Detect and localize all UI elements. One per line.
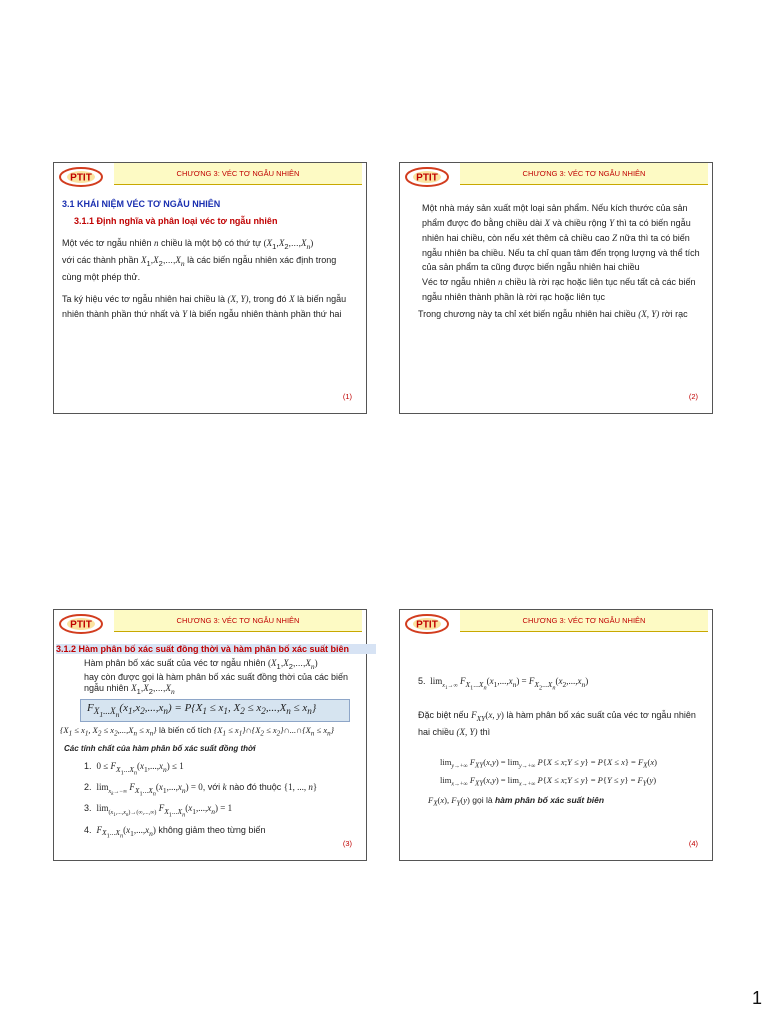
slide-title: CHƯƠNG 3: VÉC TƠ NGẪU NHIÊN bbox=[460, 163, 708, 185]
slide-number: (1) bbox=[342, 392, 352, 401]
ptit-logo-icon bbox=[58, 613, 104, 635]
marginal-x-formula: $\lim_{y\to+\infty} F_{XY}(x,y) = \lim_{y\to+\infty} P\{X$ ≤ x;Y ≤ $y\} = P\{X \le x\} = F_X(x)$ bbox=[440, 756, 657, 770]
event-product: {$X_1 \le x_1$, $X_2 \le x_2,...,X_n \le x_n$} là biến cố tích {$X_1$ ≤ $x_1\}\cap\{X_2$ ≤ $x_2\}\cap...\cap\{X_n \le x_n\}$ bbox=[60, 724, 335, 738]
slide-number: (3) bbox=[342, 839, 352, 848]
marginal-y-formula: $\lim_{x\to+\infty} F_{XY}(x,y) = \lim_{x\to+\infty} P\{X$ ≤ x;Y ≤ $y\} = P\{Y \le y\} = F_Y(y)$ bbox=[440, 775, 657, 789]
svg-text:PTIT: PTIT bbox=[70, 172, 92, 184]
properties-title: Các tính chất của hàm phân bố xác suất đồng thời bbox=[64, 743, 256, 753]
marginal-formulas bbox=[440, 754, 706, 792]
ptit-logo-icon bbox=[404, 613, 450, 635]
ptit-logo-icon bbox=[404, 166, 450, 188]
page-number: 1 bbox=[752, 988, 763, 1008]
slide-header bbox=[54, 610, 366, 635]
subsection-title: 3.1.1 Định nghĩa và phân loại véc tơ ngẫu nhiên bbox=[74, 215, 278, 226]
joint-cdf-formula: $F_{X_1...X_n}(x_1,x_2,...,x_n) = P\{X_1 \le x_1$, $X_2 \le x_2,...,X_n \le x_n$} bbox=[80, 699, 350, 722]
property-5: 5. $\lim_{x_1\to\infty} F_{X_1...X_n}(x_1,...,x_n) = F_{X_2...X_n}(x_2,...,x_n)$ bbox=[418, 676, 589, 692]
scope-paragraph: Trong chương này ta chỉ xét biến ngẫu nhiên hai chiều (X, Y) rời rạc bbox=[418, 308, 688, 319]
slide-3 bbox=[53, 609, 367, 861]
slide-header bbox=[400, 610, 712, 635]
slide-header bbox=[54, 163, 366, 188]
notation-paragraph: Ta ký hiệu véc tơ ngẫu nhiên hai chiều là (X, Y), trong đó X là biến ngẫu nhiên thành phần thứ nhất và Y là biến ngẫu nhiên thành phần thứ hai bbox=[62, 293, 347, 319]
example-paragraph: Một nhà máy sản xuất một loại sản phẩm. Nếu kích thước của sản phẩm được đo bằng chiều dài X và chiều rộng Y thì ta có biến ngẫu nhiên hai chiều, còn nếu xét thêm cả chiều cao Z nữa thì ta có biến ngẫu nhiên ba chiều. Nếu ta chỉ quan tâm đến trọng lượng và thể tích của sản phẩm ta cũng được biến ngẫu nhiên hai chiều bbox=[422, 203, 700, 273]
joint-cdf-definition: Hàm phân bố xác suất của véc tơ ngẫu nhiên $(X_1,X_2,...,X_n)$ hay còn được gọi là hàm phân bố xác suất đồng thời của các biến ngẫu nhiên $X_1,X_2,...,X_n$ bbox=[84, 658, 348, 697]
property-3: 3. $\lim_{(x_1,...,x_n)\to(\infty,...,\infty)} F_{X_1...X_n}(x_1,...,x_n) = 1$ bbox=[84, 803, 233, 819]
slide-1 bbox=[53, 162, 367, 414]
slide-title: CHƯƠNG 3: VÉC TƠ NGẪU NHIÊN bbox=[460, 610, 708, 632]
section-title: 3.1.2 Hàm phân bố xác suất đồng thời và hàm phân bố xác suất biên bbox=[56, 644, 376, 654]
svg-text:PTIT: PTIT bbox=[70, 619, 92, 631]
marginal-definition: $F_X(x)$, $F_Y(y)$ gọi là hàm phân bố xác suất biên bbox=[428, 795, 605, 808]
ptit-logo-icon bbox=[58, 166, 104, 188]
svg-text:PTIT: PTIT bbox=[416, 619, 438, 631]
slide-4 bbox=[399, 609, 713, 861]
two-dim-paragraph: Đặc biệt nếu $F_{XY}(x$, y) là hàm phân bố xác suất của véc tơ ngẫu nhiên hai chiều (X, Y) thì bbox=[418, 709, 696, 737]
property-2: 2. $\lim_{x_k\to-\infty} F_{X_1...X_n}(x_1,...,x_n) = 0$, với k nào đó thuộc {1, ..., n} bbox=[84, 782, 318, 798]
properties-list bbox=[84, 758, 362, 843]
section-title: 3.1 KHÁI NIỆM VÉC TƠ NGẪU NHIÊN bbox=[62, 199, 221, 209]
slide-number: (2) bbox=[688, 392, 698, 401]
definition-paragraph: Một véc tơ ngẫu nhiên n chiều là một bộ có thứ tự $(X_1,X_2,...,X_n)$ với các thành phần $X_1,X_2,...,X_n$ là các biến ngẫu nhiên xác định trong cùng một phép thử. bbox=[62, 237, 337, 283]
svg-text:PTIT: PTIT bbox=[416, 172, 438, 184]
classification-paragraph: Véc tơ ngẫu nhiên n chiều là rời rạc hoặc liên tục nếu tất cả các biến ngẫu nhiên thành phần là rời rạc hoặc liên tục bbox=[422, 277, 696, 303]
slide-title: CHƯƠNG 3: VÉC TƠ NGẪU NHIÊN bbox=[114, 610, 362, 632]
slide-number: (4) bbox=[688, 839, 698, 848]
property-4: 4. $F_{X_1...X_n}(x_1,...,x_n)$ không giảm theo từng biến bbox=[84, 824, 266, 840]
slide-2 bbox=[399, 162, 713, 414]
slide-title: CHƯƠNG 3: VÉC TƠ NGẪU NHIÊN bbox=[114, 163, 362, 185]
slide-header bbox=[400, 163, 712, 188]
property-1: 1. $0 \le F_{X_1...X_n}(x_1,...,x_n) \le 1$ bbox=[84, 760, 184, 777]
